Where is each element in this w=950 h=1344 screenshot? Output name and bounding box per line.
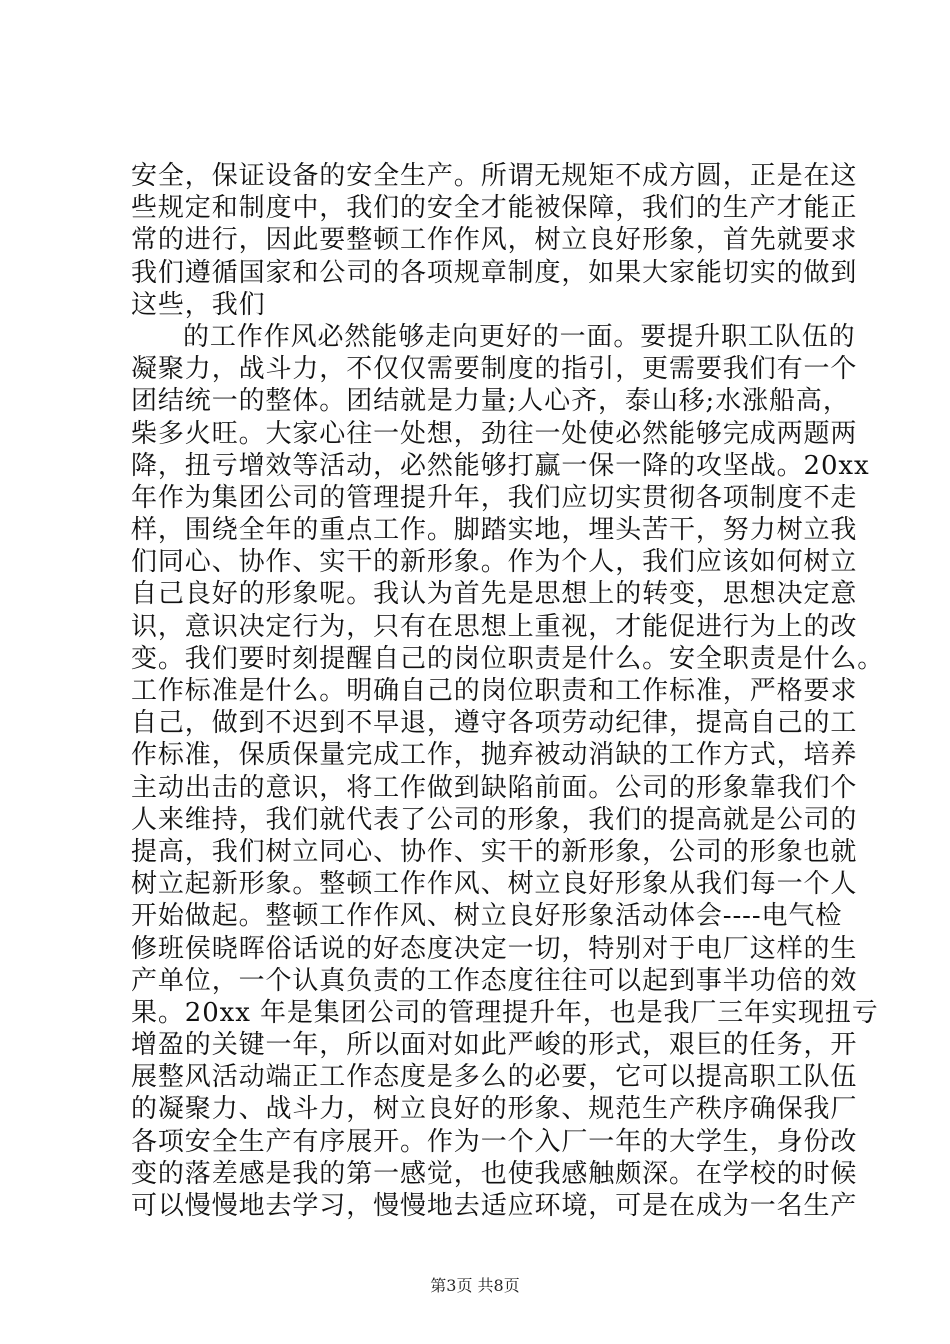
text-line: 工作标准是什么。明确自己的岗位职责和工作标准，严格要求 — [131, 676, 858, 706]
text-line: 自己良好的形象呢。我认为首先是思想上的转变，思想决定意 — [131, 579, 858, 610]
text-line: 作标准，保质保量完成工作，抛弃被动消缺的工作方式，培养 — [131, 740, 858, 771]
text-line: 自己，做到不迟到不早退，遵守各项劳动纪律，提高自己的工 — [131, 708, 858, 739]
page-number-footer: 第3页 共8页 — [430, 1276, 520, 1295]
text-line: 识，意识决定行为，只有在思想上重视，才能促进行为上的改 — [131, 611, 858, 642]
text-line: 的凝聚力、战斗力，树立良好的形象、规范生产秩序确保我厂 — [131, 1094, 858, 1125]
text-line: 修班侯晓晖俗话说的好态度决定一切，特别对于电厂这样的生 — [131, 933, 858, 964]
text-line: 展整风活动端正工作态度是多么的必要，它可以提高职工队伍 — [131, 1062, 858, 1093]
text-line: 开始做起。整顿工作作风、树立良好形象活动体会----电气检 — [131, 901, 843, 932]
text-line: 年作为集团公司的管理提升年，我们应切实贯彻各项制度不走 — [131, 482, 858, 513]
text-line: 变。我们要时刻提醒自己的岗位职责是什么。安全职责是什么。 — [131, 643, 885, 674]
text-line: 各项安全生产有序展开。作为一个入厂一年的大学生，身份改 — [131, 1126, 858, 1157]
text-line: 果。20xx 年是集团公司的管理提升年，也是我厂三年实现扭亏 — [131, 997, 879, 1028]
text-line: 我们遵循国家和公司的各项规章制度，如果大家能切实的做到 — [131, 257, 858, 288]
text-line: 安全，保证设备的安全生产。所谓无规矩不成方圆，正是在这 — [131, 161, 858, 191]
text-line: 可以慢慢地去学习，慢慢地去适应环境，可是在成为一名生产 — [131, 1191, 858, 1221]
text-line: 提高，我们树立同心、协作、实干的新形象，公司的形象也就 — [131, 836, 858, 867]
text-line: 们同心、协作、实干的新形象。作为个人，我们应该如何树立 — [131, 547, 858, 578]
body-text — [131, 160, 885, 1222]
text-line: 团结统一的整体。团结就是力量;人心齐，泰山移;水涨船高， — [131, 386, 850, 417]
text-line: 常的进行，因此要整顿工作作风，树立良好形象，首先就要求 — [131, 225, 858, 256]
text-line: 主动出击的意识，将工作做到缺陷前面。公司的形象靠我们个 — [131, 772, 858, 803]
text-line: 降，扭亏增效等活动，必然能够打赢一保一降的攻坚战。20xx — [131, 450, 870, 481]
text-line: 树立起新形象。整顿工作作风、树立良好形象从我们每一个人 — [131, 869, 858, 900]
text-line: 产单位，一个认真负责的工作态度往往可以起到事半功倍的效 — [131, 965, 858, 996]
text-line: 些规定和制度中，我们的安全才能被保障，我们的生产才能正 — [131, 193, 858, 224]
text-line: 样，围绕全年的重点工作。脚踏实地，埋头苦干，努力树立我 — [131, 515, 858, 546]
text-line: 这些，我们 — [131, 289, 266, 320]
text-line: 的工作作风必然能够走向更好的一面。要提升职工队伍的 — [183, 321, 856, 352]
text-line: 变的落差感是我的第一感觉，也使我感触颇深。在学校的时候 — [131, 1158, 858, 1189]
text-line: 人来维持，我们就代表了公司的形象，我们的提高就是公司的 — [131, 804, 858, 835]
text-line: 柴多火旺。大家心往一处想，劲往一处使必然能够完成两题两 — [131, 418, 858, 449]
text-line: 增盈的关键一年，所以面对如此严峻的形式，艰巨的任务，开 — [131, 1030, 858, 1061]
text-line: 凝聚力，战斗力，不仅仅需要制度的指引，更需要我们有一个 — [131, 354, 858, 385]
